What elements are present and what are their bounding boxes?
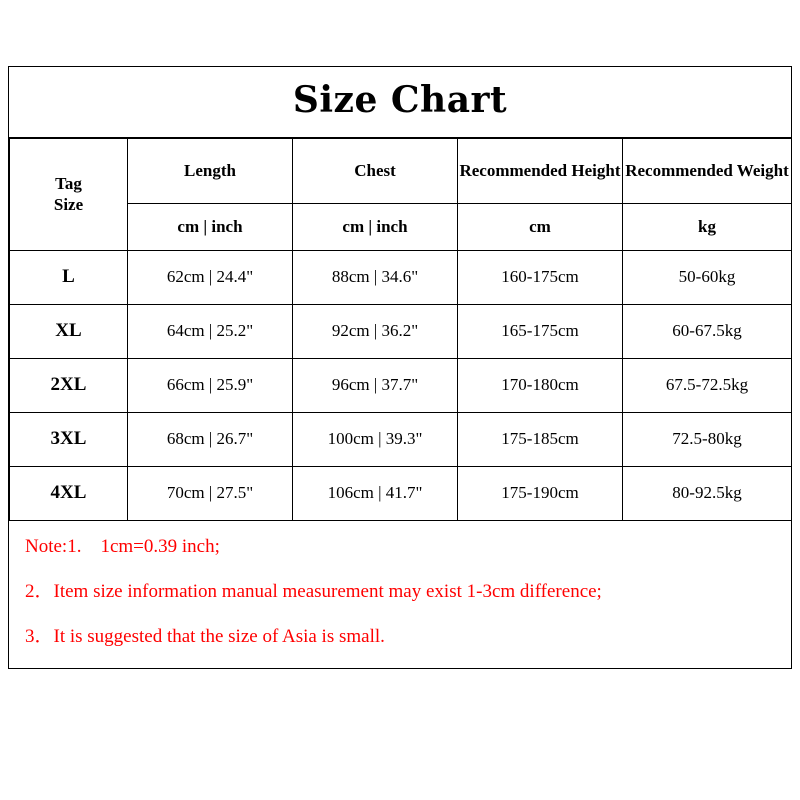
cell-weight: 67.5-72.5kg [623,358,792,412]
note-line-2: 2．Item size information manual measurement may exist 1-3cm difference; [25,580,602,602]
cell-chest: 100cm | 39.3" [293,412,458,466]
cell-length: 64cm | 25.2" [128,304,293,358]
cell-height: 160-175cm [458,250,623,304]
table-header-row-primary [10,138,792,203]
cell-length: 70cm | 27.5" [128,466,293,520]
cell-chest: 92cm | 36.2" [293,304,458,358]
table-row [10,358,792,412]
cell-length: 66cm | 25.9" [128,358,293,412]
cell-height: 175-185cm [458,412,623,466]
column-header-recommended-height: Recommended Height [458,138,623,203]
table-header-row-units [10,203,792,250]
cell-height: 175-190cm [458,466,623,520]
column-header-tag-size [10,138,128,250]
note-line-3: 3．It is suggested that the size of Asia is small. [25,625,385,647]
notes-section [9,521,791,668]
column-header-tag-size-line1: Tag Size [53,173,84,215]
cell-weight: 80-92.5kg [623,466,792,520]
table-row [10,250,792,304]
unit-header-recommended-weight: kg [623,203,792,250]
cell-chest: 88cm | 34.6" [293,250,458,304]
cell-length: 62cm | 24.4" [128,250,293,304]
column-header-length: Length [128,138,293,203]
cell-height: 170-180cm [458,358,623,412]
column-header-recommended-weight: Recommended Weight [623,138,792,203]
cell-tag-size: 4XL [10,466,128,520]
column-header-chest: Chest [293,138,458,203]
table-row [10,412,792,466]
cell-height: 165-175cm [458,304,623,358]
cell-chest: 106cm | 41.7" [293,466,458,520]
table-row [10,304,792,358]
cell-weight: 50-60kg [623,250,792,304]
size-table [9,138,792,521]
cell-weight: 60-67.5kg [623,304,792,358]
cell-length: 68cm | 26.7" [128,412,293,466]
cell-tag-size: 3XL [10,412,128,466]
unit-header-chest: cm | inch [293,203,458,250]
unit-header-recommended-height: cm [458,203,623,250]
table-row [10,466,792,520]
cell-tag-size: 2XL [10,358,128,412]
cell-tag-size: XL [10,304,128,358]
page-title: Size Chart [9,67,791,138]
note-line-1: Note:1. 1cm=0.39 inch; [25,535,220,557]
size-chart-card [8,66,792,669]
cell-weight: 72.5-80kg [623,412,792,466]
unit-header-length: cm | inch [128,203,293,250]
cell-tag-size: L [10,250,128,304]
cell-chest: 96cm | 37.7" [293,358,458,412]
